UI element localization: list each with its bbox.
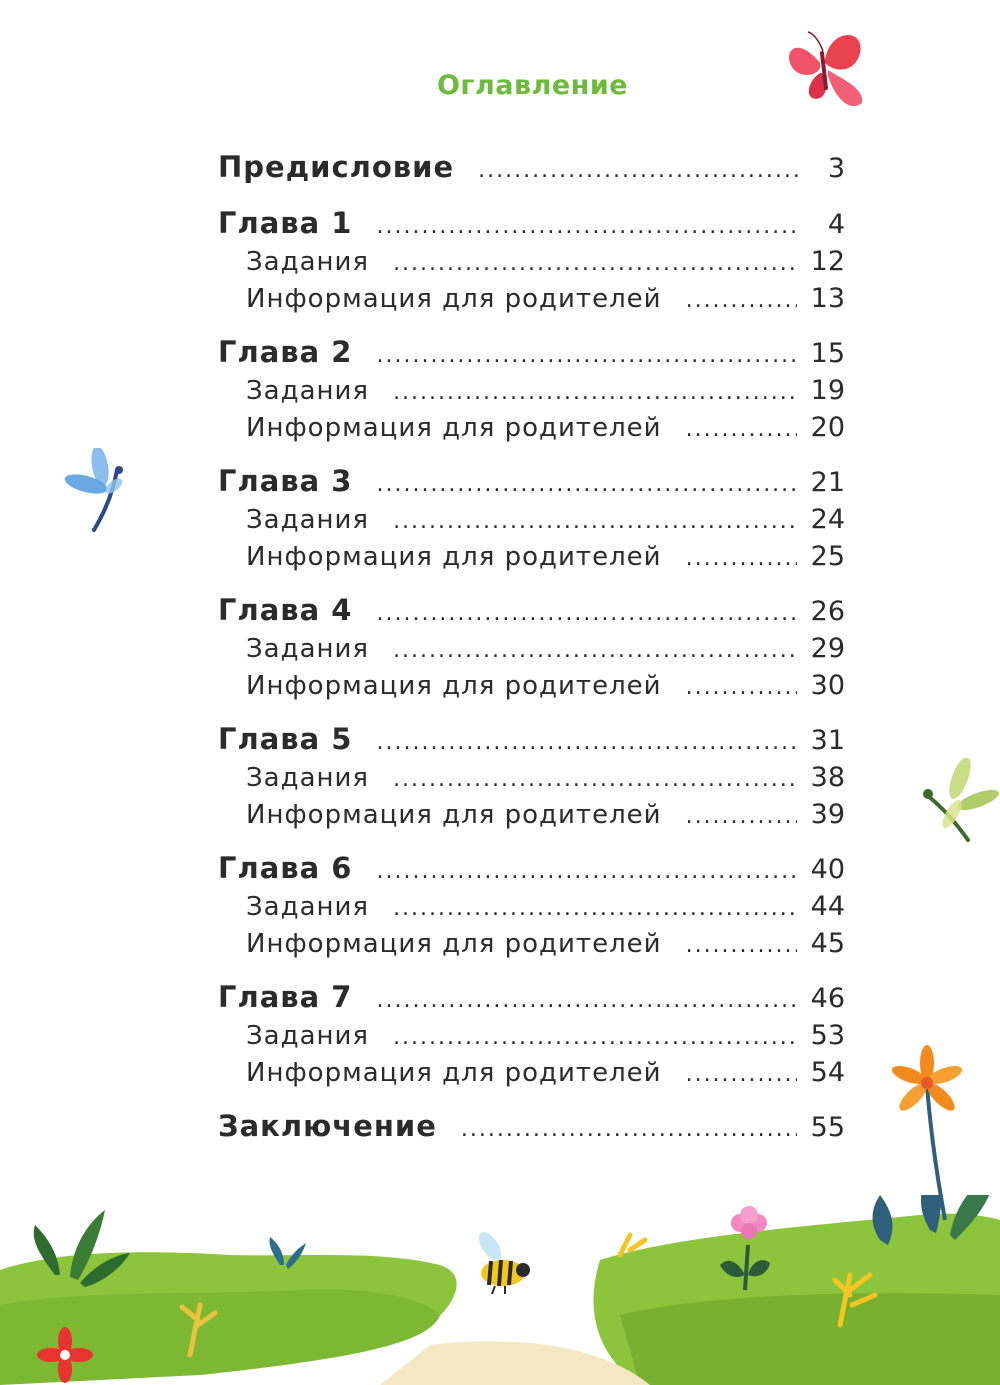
bee-icon — [465, 1228, 535, 1298]
toc-entry-parents-info[interactable] — [218, 1057, 845, 1088]
toc-entry-chapter[interactable] — [218, 206, 845, 240]
toc-entry-parents-info[interactable] — [218, 670, 845, 701]
toc-leader-dots — [686, 933, 797, 958]
toc-page-number: 4 — [827, 209, 845, 240]
toc-leader-dots — [376, 472, 796, 497]
toc-page-number: 53 — [810, 1020, 845, 1051]
toc-entry-parents-info[interactable] — [218, 799, 845, 830]
toc-page-number: 24 — [810, 504, 845, 535]
toc-leader-dots — [686, 417, 797, 442]
toc-entry-label: Информация для родителей — [246, 671, 662, 701]
toc-entry-tasks[interactable] — [218, 375, 845, 406]
toc-leader-dots — [686, 288, 797, 313]
toc-entry-parents-info[interactable] — [218, 412, 845, 443]
toc-entry-label: Заключение — [218, 1109, 437, 1143]
toc-entry-label: Информация для родителей — [246, 1058, 662, 1088]
toc-leader-dots — [376, 601, 796, 626]
dragonfly-icon — [918, 758, 1000, 844]
toc-leader-dots — [376, 988, 796, 1013]
toc-entry-chapter[interactable] — [218, 722, 845, 756]
toc-leader-dots — [393, 638, 797, 663]
toc-entry-label: Глава 3 — [218, 464, 353, 498]
page-title: Оглавление — [436, 70, 629, 101]
toc-entry-label: Задания — [246, 892, 370, 922]
toc-entry-label: Задания — [246, 634, 370, 664]
toc-entry-label: Глава 2 — [218, 335, 353, 369]
toc-entry-label: Информация для родителей — [246, 284, 662, 314]
toc-page-number: 40 — [810, 854, 845, 885]
toc-page-number: 15 — [810, 338, 845, 369]
toc-page-number: 20 — [810, 412, 845, 443]
toc-leader-dots — [686, 1062, 797, 1087]
dragonfly-icon — [62, 448, 137, 536]
toc-entry-label: Глава 6 — [218, 851, 353, 885]
toc-leader-dots — [393, 251, 797, 276]
toc-entry-label: Задания — [246, 1021, 370, 1051]
butterfly-icon — [780, 18, 875, 113]
toc-entry-chapter[interactable] — [218, 335, 845, 369]
toc-entry-chapter[interactable] — [218, 464, 845, 498]
toc-leader-dots — [376, 343, 796, 368]
toc-entry-label: Информация для родителей — [246, 542, 662, 572]
toc-page-number: 13 — [810, 283, 845, 314]
toc-entry-label: Задания — [246, 247, 370, 277]
toc-page-number: 38 — [810, 762, 845, 793]
toc-entry-label: Глава 5 — [218, 722, 353, 756]
toc-page-number: 21 — [810, 467, 845, 498]
toc-leader-dots — [393, 767, 797, 792]
toc-entry-tasks[interactable] — [218, 633, 845, 664]
toc-entry-conclusion[interactable] — [218, 1109, 845, 1143]
toc-page-number: 30 — [810, 670, 845, 701]
flower-icon — [885, 1045, 975, 1225]
toc-leader-dots — [376, 730, 796, 755]
toc-leader-dots — [376, 859, 796, 884]
toc-entry-parents-info[interactable] — [218, 928, 845, 959]
toc-entry-tasks[interactable] — [218, 504, 845, 535]
toc-entry-label: Глава 1 — [218, 206, 353, 240]
toc-page-number: 31 — [810, 725, 845, 756]
toc-page-number: 29 — [810, 633, 845, 664]
toc-leader-dots — [393, 1025, 797, 1050]
toc-entry-label: Задания — [246, 505, 370, 535]
toc-entry-preface[interactable] — [218, 150, 845, 184]
toc-page-number: 46 — [810, 983, 845, 1014]
toc-entry-tasks[interactable] — [218, 762, 845, 793]
toc-entry-label: Предисловие — [218, 150, 455, 184]
toc-leader-dots — [393, 509, 797, 534]
toc-page-number: 3 — [827, 153, 845, 184]
toc-page-number: 45 — [810, 928, 845, 959]
toc-entry-parents-info[interactable] — [218, 283, 845, 314]
toc-leader-dots — [478, 158, 801, 183]
toc-entry-chapter[interactable] — [218, 980, 845, 1014]
toc-page-number: 26 — [810, 596, 845, 627]
toc-leader-dots — [686, 804, 797, 829]
toc-leader-dots — [376, 214, 801, 239]
toc-page-number: 55 — [810, 1112, 845, 1143]
toc-page-number: 39 — [810, 799, 845, 830]
toc-entry-tasks[interactable] — [218, 891, 845, 922]
toc-entry-chapter[interactable] — [218, 593, 845, 627]
toc-entry-parents-info[interactable] — [218, 541, 845, 572]
toc-entry-label: Задания — [246, 763, 370, 793]
toc-entry-tasks[interactable] — [218, 1020, 845, 1051]
toc-leader-dots — [686, 675, 797, 700]
toc-entry-chapter[interactable] — [218, 851, 845, 885]
toc-entry-label: Информация для родителей — [246, 929, 662, 959]
toc-entry-label: Глава 4 — [218, 593, 353, 627]
toc-page-number: 19 — [810, 375, 845, 406]
toc-page-number: 12 — [810, 246, 845, 277]
toc-entry-label: Глава 7 — [218, 980, 353, 1014]
toc-page-number: 25 — [810, 541, 845, 572]
toc-leader-dots — [686, 546, 797, 571]
toc-entry-label: Задания — [246, 376, 370, 406]
toc-leader-dots — [461, 1117, 797, 1142]
toc-entry-label: Информация для родителей — [246, 800, 662, 830]
toc-leader-dots — [393, 380, 797, 405]
toc-entry-tasks[interactable] — [218, 246, 845, 277]
toc-entry-label: Информация для родителей — [246, 413, 662, 443]
toc-page-number: 44 — [810, 891, 845, 922]
toc-page-number: 54 — [810, 1057, 845, 1088]
toc-leader-dots — [393, 896, 797, 921]
